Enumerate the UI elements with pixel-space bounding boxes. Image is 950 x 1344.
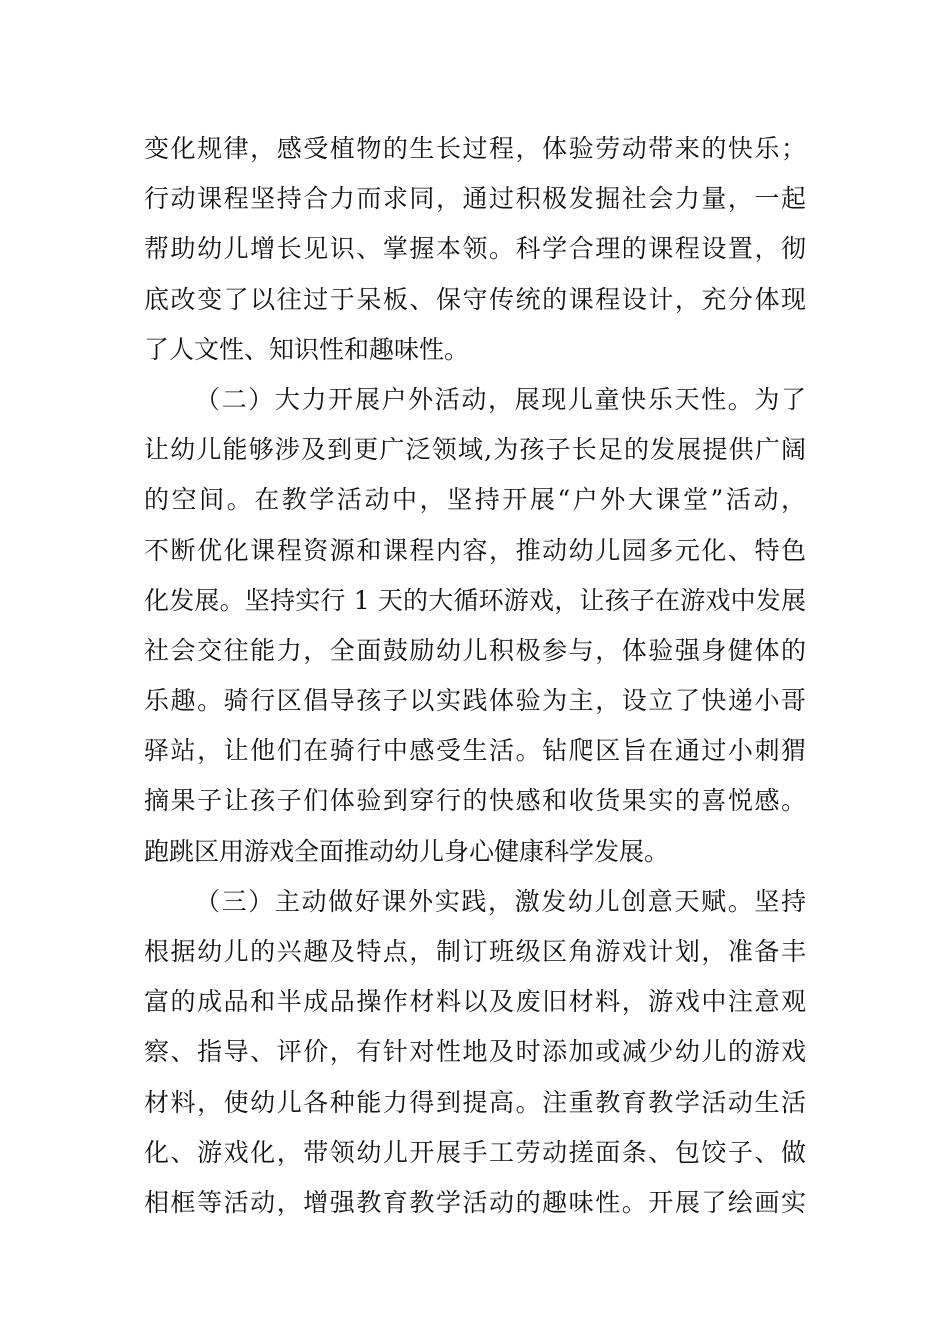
text-line: 化、游戏化，带领幼儿开展手工劳动搓面条、包饺子、做 <box>144 1137 806 1167</box>
text-line: 变化规律，感受植物的生长过程，体验劳动带来的快乐； <box>144 134 806 163</box>
text-line: 底改变了以往过于呆板、保守传统的课程设计，充分体现 <box>144 284 806 314</box>
text-line: 材料，使幼儿各种能力得到提高。注重教育教学活动生活 <box>144 1087 806 1117</box>
section-heading-line: （二）大力开展户外活动，展现儿童快乐天性。为了 <box>195 384 806 414</box>
body-text <box>144 124 806 1228</box>
text-line: 富的成品和半成品操作材料以及废旧材料，游戏中注意观 <box>144 987 806 1017</box>
text-line: 驿站，让他们在骑行中感受生活。钻爬区旨在通过小刺猬 <box>144 736 806 766</box>
text-line: 乐趣。骑行区倡导孩子以实践体验为主，设立了快递小哥 <box>144 686 806 716</box>
text-line: 让幼儿能够涉及到更广泛领域,为孩子长足的发展提供广阔 <box>144 435 806 465</box>
text-line: 了人文性、知识性和趣味性。 <box>144 334 470 364</box>
text-line: 行动课程坚持合力而求同，通过积极发掘社会力量，一起 <box>144 184 806 214</box>
text-line: 相框等活动，增强教育教学活动的趣味性。开展了绘画实 <box>144 1187 806 1217</box>
text-line: 不断优化课程资源和课程内容，推动幼儿园多元化、特色 <box>144 535 806 565</box>
text-line: 摘果子让孩子们体验到穿行的快感和收货果实的喜悦感。 <box>144 786 806 816</box>
text-line: 社会交往能力，全面鼓励幼儿积极参与，体验强身健体的 <box>144 635 806 665</box>
text-line: 根据幼儿的兴趣及特点，制订班级区角游戏计划，准备丰 <box>144 937 806 966</box>
text-line: 化发展。坚持实行 1 天的大循环游戏，让孩子在游戏中发展 <box>144 585 806 615</box>
text-line: 帮助幼儿增长见识、掌握本领。科学合理的课程设置，彻 <box>144 234 806 264</box>
text-line: 的空间。在教学活动中，坚持开展“户外大课堂”活动， <box>144 485 806 515</box>
section-heading-line: （三）主动做好课外实践，激发幼儿创意天赋。坚持 <box>195 886 806 916</box>
text-line: 察、指导、评价，有针对性地及时添加或减少幼儿的游戏 <box>144 1037 806 1067</box>
text-line: 跑跳区用游戏全面推动幼儿身心健康科学发展。 <box>144 836 670 866</box>
